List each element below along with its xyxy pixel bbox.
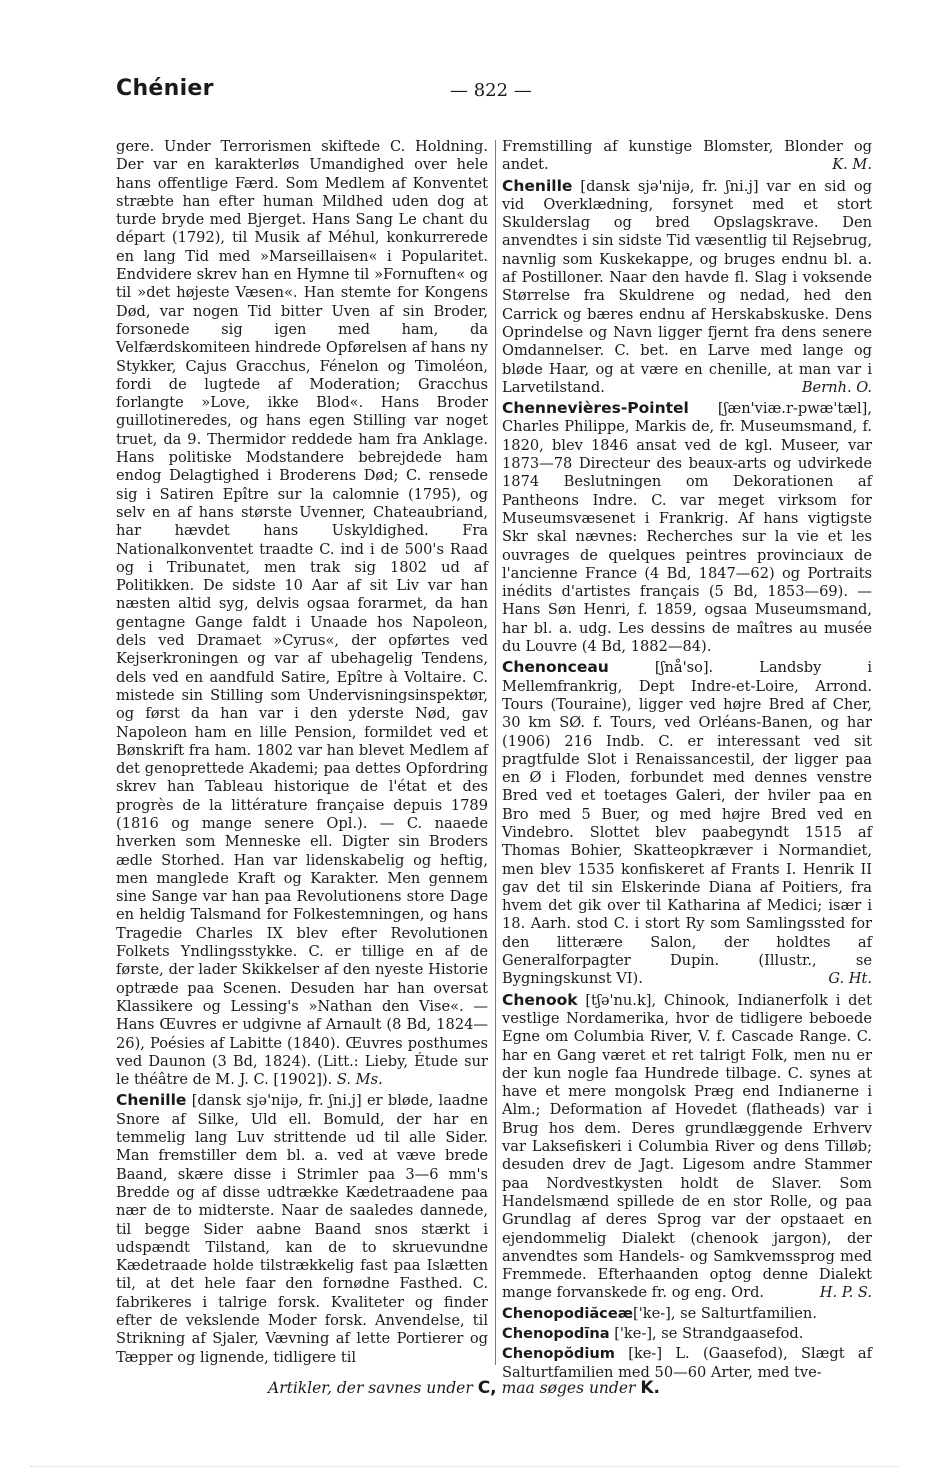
entry-headword: Chenille xyxy=(502,176,573,195)
entry-chenopodiaceae xyxy=(502,1305,872,1323)
page-header xyxy=(0,72,928,112)
entry-chenook xyxy=(502,991,872,1303)
scan-edge-line xyxy=(30,1466,900,1467)
right-column xyxy=(502,138,872,1382)
footer-letter: C, xyxy=(477,1378,497,1398)
entry-chenopodium xyxy=(502,1345,872,1382)
entry-chenonceau xyxy=(502,658,872,988)
page-number: — 822 — xyxy=(450,80,532,101)
entry-headword: Chenook xyxy=(502,990,578,1009)
entry-text: ['ke-], se Salturtfamilien. xyxy=(633,1304,817,1322)
entry-chennevieres xyxy=(502,399,872,656)
running-headword: Chénier xyxy=(116,76,214,101)
paragraph-text: gere. Under Terrorismen skiftede C. Holdning. Der var en karakterløs Umandighed over hele hans offentlige Færd. Som Medlem af Konventet stræbte han efter human Mildhed uden dog at turde bryde med Bjerget. Hans Sang Le chant du départ (1792), til Musik af Méhul, konkurrerede en lang Tid med »Marseillaisen« i Popularitet. Endvidere skrev han en Hymne til »Fornuften« og til »det højeste Væsen«. Han stemte for Kongens Død, var nogen Tid bitter Uven af sin Broder, forsonede sig igen med ham, da Velfærdskomiteen hindrede Opførelsen af hans ny Stykker, Cajus Gracchus, Fénelon og Timoléon, fordi de lugtede af Moderation; Gracchus forlangte »Love, ikke Blod«. Hans Broder guillotineredes, og hans egen Stilling var noget truet, da 9. Thermidor reddede ham fra Anklage. Hans politiske Modstandere bebrejdede ham endog Delagtighed i Broderens Død; C. rensede sig i Satiren Epître sur la calomnie (1795), og selv en af hans største Uvenner, Chateaubriand, har hævdet hans Uskyldighed. Fra Nationalkonventet traadte C. ind i de 500's Raad og i Tribunatet, men trak sig 1802 ud af Politikken. De sidste 10 Aar af sit Liv var han næsten altid syg, delvis ogsaa forarmet, da han gentagne Gange faldt i Unaade hos Napoleon, dels ved Dramaet »Cyrus«, der opførtes ved Kejserkroningen og var af ubehagelig Tendens, dels ved en aandfuld Satire, Epître à Voltaire. C. mistede sin Stilling som Undervisningsinspektør, og først da han var i den yderste Nød, gav Napoleon ham en lille Pension, formildet ved et Bønskrift fra ham. 1802 var han blevet Medlem af det genoprettede Akademi; paa dettes Opfordring skrev han Tableau historique de l'état et des progrès de la littérature française depuis 1789 (1816 og mange senere Opl.). — C. naaede hverken som Menneske ell. Digter sin Broders ædle Storhed. Han var lidenskabelig og heftig, men manglede Kraft og Karakter. Men gennem sine Sange var han paa Revolutionens store Dage en heldig Talsmand for Folkestemningen, og hans Tragedie Charles IX blev efter Revolutionen Folkets Yndlingsstykke. C. er tillige en af de første, der lader Skikkelser af den nyeste Historie optræde paa Scenen. Desuden har han oversat Klassikere og Lessing's »Nathan den Vise«. — Hans Œuvres er udgivne af Arnault (8 Bd, 1824—26), Poésies af Labitte (1840). Œuvres posthumes ved Daunon (3 Bd, 1824). (Litt.: Lieby, Étude sur le théâtre de M. J. C. [1902]). xyxy=(116,138,488,1089)
entry-headword: Chenopodiăceæ xyxy=(502,1304,634,1322)
author-signature: H. P. S. xyxy=(819,1284,872,1302)
footer-letter: K. xyxy=(640,1378,660,1398)
entry-text: [ʃæn'viæ.r-pwæ'tæl], Charles Philippe, Markis de, fr. Museumsmand, f. 1820, blev 1846 ansat ved de kgl. Museer, var 1873—78 Directeur des beaux-arts og udvirkede 1874 Beslutningen om Dekorationen af Pantheons Indre. C. var meget virksom for Museumsvæsenet i Frankrig. Af hans vigtigste Skr skal nævnes: Recherches sur la vie et les ouvrages de quelques peintres provinciaux de l'ancienne France (4 Bd, 1847—62) og Portraits inédits d'artistes français (5 Bd, 1853—69). — Hans Søn Henri, f. 1859, ogsaa Museumsmand, har bl. a. udg. Les dessins de maîtres au musée du Louvre (4 Bd, 1882—84). xyxy=(502,400,872,656)
entry-text: [dansk sjə'nijə, fr. ʃni.j] er bløde, laadne Snore af Silke, Uld ell. Bomuld, der har en temmelig lang Luv strittende ud til alle Sider. Man fremstiller dem bl. a. ved at væve brede Baand, skære disse i Strimler paa 3—6 mm's Bredde og af disse udtrække Kædetraadene paa nær de to midterste. Naar de saaledes dannede, til begge Sider aabne Baand snos stærkt i udspændt Tilstand, kan de to skruevundne Kædetraade holde tilstrækkelig fast paa Islætten til, at det hele faar den fornødne Fasthed. C. fabrikeres i talrige forsk. Kvaliteter og finder efter de vekslende Moder forsk. Anvendelse, til Strikning af Sjaler, Vævning af lette Portierer og Tæpper og lignende, tidligere til xyxy=(116,1092,488,1366)
entry-chenille xyxy=(116,1091,488,1366)
entry-headword: Chenonceau xyxy=(502,658,609,677)
entry-headword: Chenille xyxy=(116,1091,187,1110)
column-divider xyxy=(495,140,496,1365)
entry-headword: Chenopŏdium xyxy=(502,1345,615,1363)
entry-text: [ʃnå'so]. Landsby i Mellemfrankrig, Dept Indre-et-Loire, Arrond. Tours (Touraine), ligger ved højre Bred af Cher, 30 km SØ. f. Tours, ved Orléans-Banen, og har (1906) 216 Indb. C. er interessant ved sit pragtfulde Slot i Renaissancestil, der ligger paa en Ø i Floden, forbundet med dennes venstre Bred ved et toetages Galeri, der hviler paa en Bro med 5 Buer, og med højre Bred ved en Vindebro. Slottet blev paabegyndt 1515 af Thomas Bohier, Skatteopkræver i Normandiet, men blev 1535 konfiskeret af Frants I. Henrik II gav det til sin Elskerinde Diana af Poitiers, fra hvem det gik over til Katharina af Medici; især i 18. Aarh. stod C. i stort Ry som Samlingssted for den litterære Salon, der holdtes af Generalforpagter Dupin. (Illustr., se Bygningskunst VI). xyxy=(502,659,872,988)
author-signature: Bernh. O. xyxy=(801,378,872,396)
page-footer-note xyxy=(0,1378,928,1398)
left-column xyxy=(116,138,488,1367)
author-signature: S. Ms. xyxy=(336,1071,383,1089)
entry-text: [ke-] L. (Gaasefod), Slægt af Salturtfamilien med 50—60 Arter, med tve- xyxy=(502,1345,873,1381)
author-signature: K. M. xyxy=(832,156,872,174)
entry-text: [dansk sjə'nijə, fr. ʃni.j] var en sid og vid Overklædning, forsynet med et stort Skulderslag og bred Opslagskrave. Den anvendtes i sin sidste Tid væsentlig til Rejsebrug, navnlig som Kuskekappe, og bruges endnu bl. a. af Postilloner. Naar den havde fl. Slag i voksende Størrelse fra Skuldrene og nedad, hed den Carrick og bæres endnu af Herskabskuske. Dens Oprindelse og Navn ligger fjernt fra dens senere Omdannelser. C. bet. en Larve med lange og bløde Haar, og at være en chenille, at man var i Larvetilstand. xyxy=(502,177,872,396)
entry-chenille-garment xyxy=(502,177,872,398)
entry-chenopodina xyxy=(502,1325,872,1343)
entry-text: [tʃə'nu.k], Chinook, Indianerfolk i det vestlige Nordamerika, hvor de tidligere beboede Egne om Columbia River, V. f. Cascade Range. C. har en Gang været et ret talrigt Folk, men nu er der kun nogle faa Hundrede tilbage. C. synes at have et mere mongolsk Præg end Indianerne i Alm.; Deformation af Hovedet (flatheads) var i Brug hos dem. Deres grundlæggende Erhverv var Laksefiskeri i Columbia River og dens Tilløb; desuden drev de Jagt. Ligesom andre Stammer paa Nordvestkysten holdt de Slaver. Som Handelsmænd spillede de en stor Rolle, og paa Grundlag af deres Sprog var der opstaaet en ejendommelig Dialekt (chenook jargon), der anvendtes som Handels- og Samkvemssprog med Fremmede. Efterhaanden optog denne Dialekt mange forvanskede fr. og eng. Ord. xyxy=(502,991,872,1302)
paragraph-text: Fremstilling af kunstige Blomster, Blonder og andet. xyxy=(502,138,872,174)
author-signature: G. Ht. xyxy=(828,970,872,988)
entry-text: ['ke-], se Strandgaasefod. xyxy=(614,1325,804,1342)
footer-text: Artikler, der savnes under xyxy=(268,1379,473,1397)
footer-text: maa søges under xyxy=(501,1379,636,1397)
paragraph xyxy=(116,138,488,1089)
entry-headword: Chennevières-Pointel xyxy=(502,399,689,418)
entry-headword: Chenopodīna xyxy=(502,1325,610,1342)
paragraph xyxy=(502,138,872,175)
